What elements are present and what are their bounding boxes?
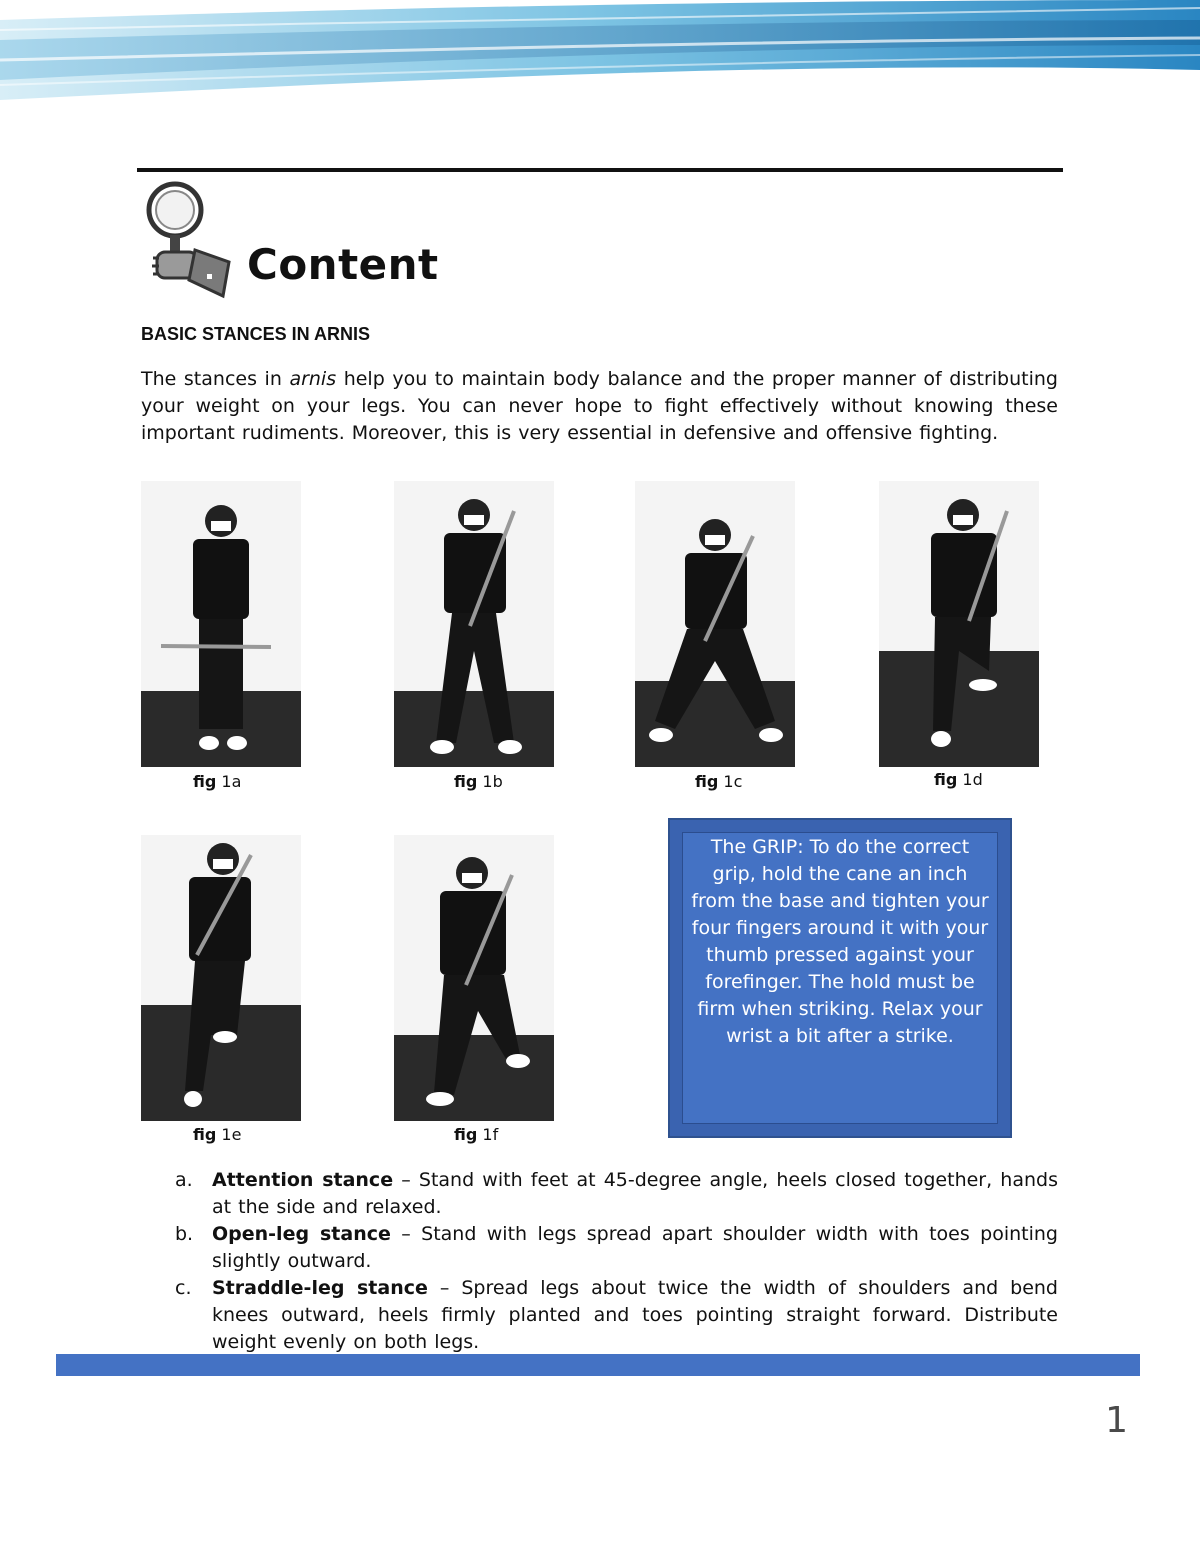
stance-list — [175, 1167, 1058, 1356]
stance-photo-1f — [394, 835, 554, 1121]
page-number: 1 — [1105, 1400, 1128, 1441]
grip-callout-text: The GRIP: To do the correct grip, hold the cane an inch from the base and tighten your four fingers around it with your thumb pressed against your forefinger. The hold must be firm when striking. Relax your wrist a bit after a strike. — [691, 836, 989, 1047]
figure-caption: fig 1d — [934, 770, 983, 789]
header-wave-banner — [0, 0, 1200, 110]
stance-photo-1b — [394, 481, 554, 767]
grip-callout-box — [668, 818, 1012, 1138]
list-item: a. Attention stance – Stand with feet at 45-degree angle, heels closed together, hands at the side and relaxed. — [175, 1169, 1058, 1218]
figure-caption: fig 1e — [193, 1125, 242, 1144]
page-heading: BASIC STANCES IN ARNIS — [141, 324, 371, 344]
stance-photo-1a — [141, 481, 301, 767]
figure-caption: fig 1b — [454, 772, 503, 791]
section-top-rule — [137, 168, 1063, 172]
stance-photo-1c — [635, 481, 795, 767]
list-item: c. Straddle-leg stance – Spread legs about twice the width of shoulders and bend knees outward, heels firmly planted and toes pointing straight forward. Distribute weight evenly on both legs. — [175, 1277, 1058, 1353]
stance-photo-1d — [879, 481, 1039, 767]
figure-caption: fig 1a — [193, 772, 242, 791]
magnifier-in-hand-icon — [143, 180, 233, 300]
stance-photo-1e — [141, 835, 301, 1121]
intro-paragraph: The stances in arnis help you to maintain body balance and the proper manner of distributing your weight on your legs. You can never hope to fight effectively without knowing these important rudiments. Moreover, this is very essential in defensive and offensive fighting. — [141, 368, 1058, 444]
figure-caption: fig 1f — [454, 1125, 499, 1144]
footer-bar — [56, 1354, 1140, 1376]
list-item: b. Open-leg stance – Stand with legs spread apart shoulder width with toes pointing slightly outward. — [175, 1223, 1058, 1272]
section-title: Content — [247, 240, 439, 289]
figure-caption: fig 1c — [695, 772, 743, 791]
